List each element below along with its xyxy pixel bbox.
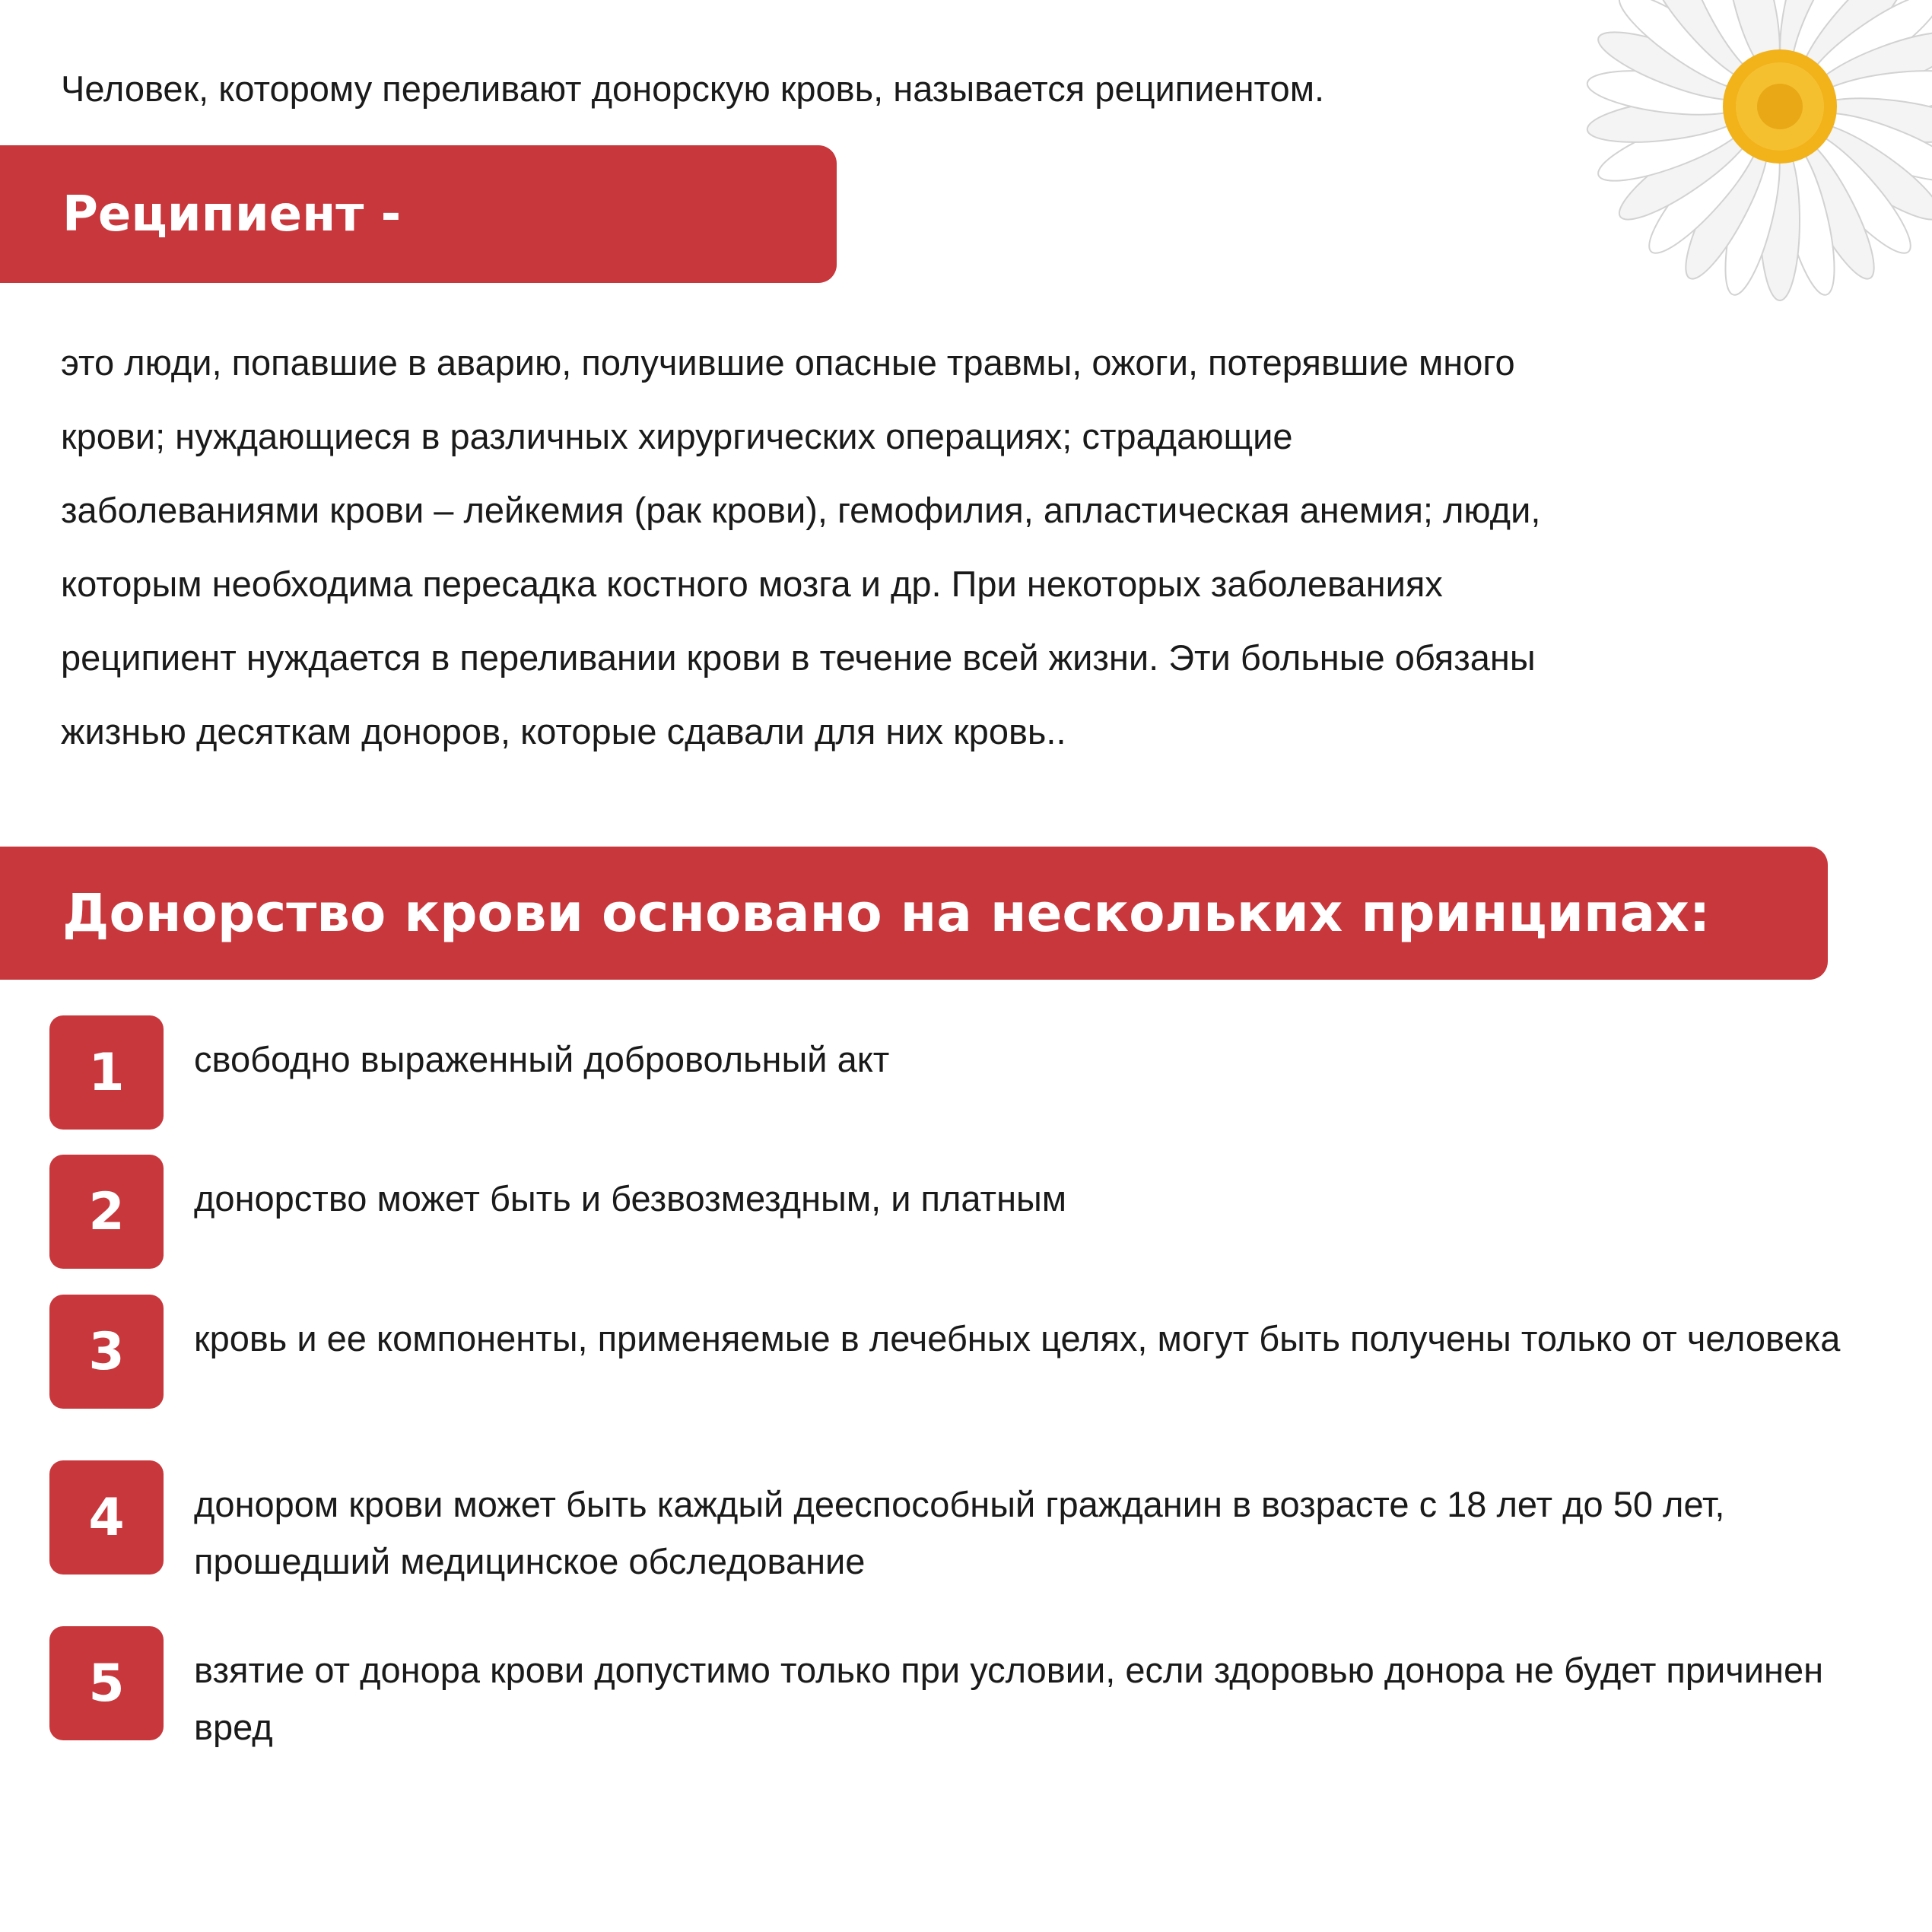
principle-number-badge: 5 bbox=[49, 1626, 164, 1740]
recipient-line: заболеваниями крови – лейкемия (рак крови), гемофилия, апластическая анемия; люди, bbox=[61, 490, 1541, 530]
recipient-line: крови; нуждающиеся в различных хирургических операциях; страдающие bbox=[61, 416, 1293, 456]
principle-number-badge: 3 bbox=[49, 1295, 164, 1409]
principle-number-badge: 2 bbox=[49, 1155, 164, 1269]
intro-text: Человек, которому переливают донорскую кровь, называется реципиентом. bbox=[61, 68, 1325, 109]
recipient-description bbox=[61, 326, 1856, 768]
recipient-line: реципиент нуждается в переливании крови в течение всей жизни. Эти больные обязаны bbox=[61, 637, 1536, 678]
principle-number-badge: 1 bbox=[49, 1015, 164, 1130]
principles-heading: Донорство крови основано на нескольких принципах: bbox=[0, 847, 1828, 980]
recipient-heading: Реципиент - bbox=[0, 145, 837, 283]
principle-text: донорство может быть и безвозмездным, и платным bbox=[194, 1178, 1067, 1219]
recipient-line: которым необходима пересадка костного мозга и др. При некоторых заболеваниях bbox=[61, 564, 1443, 604]
principle-text: донором крови может быть каждый дееспособный гражданин в возрасте с 18 лет до 50 лет, прошедший медицинское обследование bbox=[194, 1484, 1725, 1581]
recipient-line: это люди, попавшие в аварию, получившие опасные травмы, ожоги, потерявшие много bbox=[61, 342, 1515, 383]
principle-text: свободно выраженный добровольный акт bbox=[194, 1039, 890, 1079]
daisy-flower-icon bbox=[1575, 0, 1932, 312]
principle-number-badge: 4 bbox=[49, 1460, 164, 1575]
principle-text: кровь и ее компоненты, применяемые в лечебных целях, могут быть получены только от человека bbox=[194, 1318, 1841, 1358]
recipient-line: жизнью десяткам доноров, которые сдавали для них кровь.. bbox=[61, 711, 1066, 752]
principle-text: взятие от донора крови допустимо только при условии, если здоровью донора не будет причинен вред bbox=[194, 1650, 1824, 1747]
